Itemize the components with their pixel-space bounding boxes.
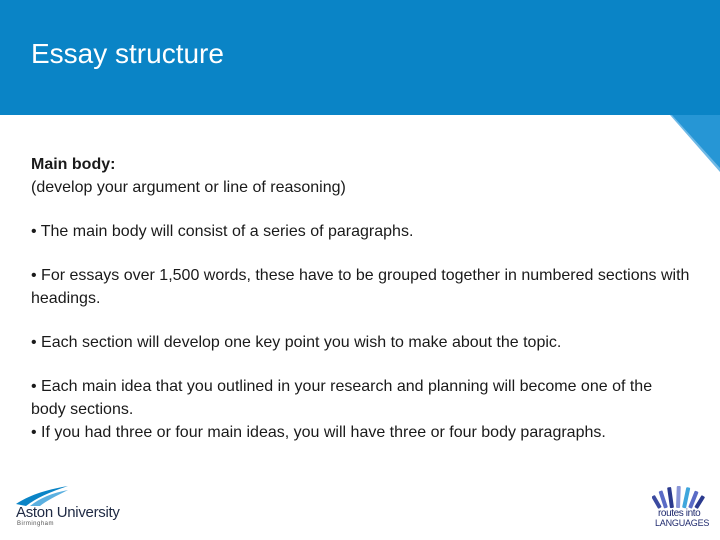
bullet-item: • For essays over 1,500 words, these have to be grouped together in numbered sections with headings. [31,267,690,307]
aston-logo-text: Aston University [16,504,120,521]
routes-into-languages-logo [650,484,714,534]
bullet-item: • The main body will consist of a series of paragraphs. [31,223,414,240]
bullet-item: • If you had three or four main ideas, you will have three or four body paragraphs. [31,424,606,441]
section-subheading: (develop your argument or line of reasoning) [31,179,346,196]
section-heading: Main body: [31,156,116,173]
routes-fan-icon [652,484,712,510]
aston-logo-subtext: Birmingham [17,521,55,527]
title-bar [0,0,720,115]
languages-logo-text: LANGUAGES [655,518,710,528]
routes-logo-text: routes into [658,508,701,519]
slide-title: Essay structure [31,38,224,69]
bullet-item: • Each section will develop one key point you wish to make about the topic. [31,334,562,351]
slide-body [31,153,691,444]
bullet-item: • Each main idea that you outlined in your research and planning will become one of the body sections. [31,378,653,418]
aston-university-logo [14,484,126,532]
